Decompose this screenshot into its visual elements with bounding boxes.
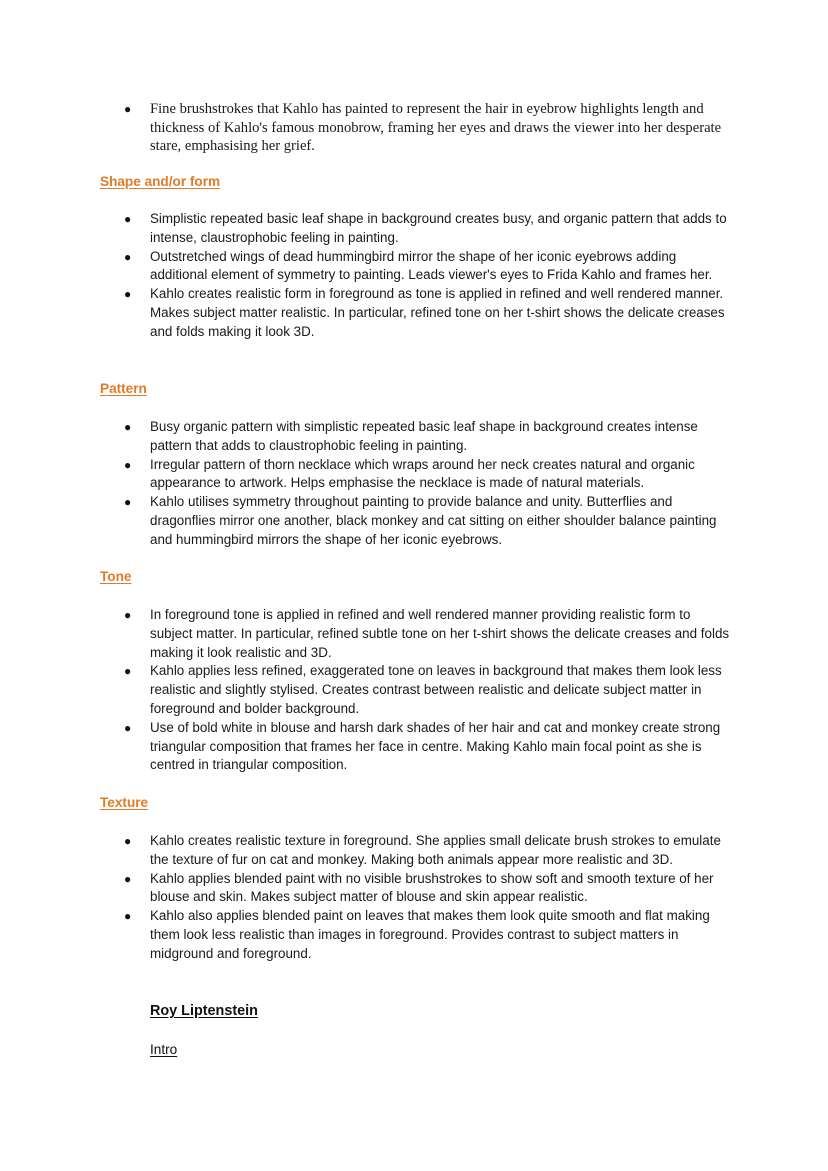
section-heading-tone: Tone [100,569,132,584]
section-heading-pattern: Pattern [100,381,147,396]
tone-list [0,606,828,775]
list-item [0,493,828,549]
list-item-text: Kahlo creates realistic texture in foreground. She applies small delicate brush strokes to emulate the texture of fur on cat and monkey. Making both animals appear more realistic and 3D. [150,833,721,867]
list-item [0,100,828,156]
list-item-text: Kahlo utilises symmetry throughout painting to provide balance and unity. Butterflies and dragonflies mirror one another, black monkey and cat sitting on either shoulder balance painting and hummingbird mirrors the shape of her iconic eyebrows. [150,494,717,547]
list-item-text: Kahlo applies blended paint with no visible brushstrokes to show soft and smooth texture of her blouse and skin. Makes subject matter of blouse and skin appear realistic. [150,870,714,905]
list-item-text: Simplistic repeated basic leaf shape in background creates busy, and organic pattern that adds to intense, claustrophobic feeling in painting. [150,211,727,245]
list-item-text: Kahlo also applies blended paint on leaves that makes them look quite smooth and flat making them look less realistic than images in foreground. Provides contrast to subject matters in midground and foreground. [150,908,710,961]
list-item-text: Use of bold white in blouse and harsh dark shades of her hair and cat and monkey create strong triangular composition that frames her face in centre. Making Kahlo main focal point as she is centred in triangular composition. [150,719,721,773]
list-item-text: Busy organic pattern with simplistic repeated basic leaf shape in background creates intense pattern that adds to claustrophobic feeling in painting. [150,419,698,453]
bullet-icon: ● [124,102,132,116]
list-item [0,418,828,456]
list-item [0,456,828,494]
list-item-text: Kahlo creates realistic form in foreground as tone is applied in refined and well rendered manner. Makes subject matter realistic. In particular, refined tone on her t-shirt shows the delicate creases and folds making it look 3D. [150,286,725,339]
list-item-text: Fine brushstrokes that Kahlo has painted to represent the hair in eyebrow highlights length and thickness of Kahlo's famous monobrow, framing her eyes and draws the viewer into her desperate stare, emphasising her grief. [150,101,722,154]
list-item-text: Kahlo applies less refined, exaggerated tone on leaves in background that makes them look less realistic and slightly stylised. Creates contrast between realistic and delicate subject matter in foreground and bolder background. [150,663,722,716]
list-item [0,719,828,775]
list-item [0,870,828,908]
bullet-icon: ● [124,420,132,434]
list-item [0,285,828,341]
bullet-icon: ● [124,212,132,226]
section-heading-texture: Texture [100,795,149,810]
list-item [0,832,828,870]
bullet-icon: ● [124,834,132,848]
next-section-subtitle: Intro [150,1042,178,1057]
shape-form-list [0,210,828,342]
list-item [0,248,828,286]
list-item [0,907,828,963]
next-section-title: Roy Liptenstein [150,1003,258,1019]
list-item [0,210,828,248]
list-item-text: Irregular pattern of thorn necklace which wraps around her neck creates natural and organic appearance to artwork. Helps emphasise the necklace is made of natural materials. [150,456,695,491]
list-item-text: In foreground tone is applied in refined and well rendered manner providing realistic form to subject matter. In particular, refined subtle tone on her t-shirt shows the delicate creases and folds making it look realistic and 3D. [150,607,730,660]
list-item [0,662,828,718]
bullet-icon: ● [124,495,132,510]
bullet-icon: ● [124,457,132,472]
list-item-text: Outstretched wings of dead hummingbird mirror the shape of her iconic eyebrows adding additional element of symmetry to painting. Leads viewer's eyes to Frida Kahlo and frames her. [150,248,713,283]
bullet-icon: ● [124,909,132,924]
bullet-icon: ● [124,608,132,622]
intro-bullet-list [0,100,828,156]
bullet-icon: ● [124,720,132,735]
texture-list [0,832,828,964]
bullet-icon: ● [124,287,132,302]
bullet-icon: ● [124,249,132,264]
pattern-list [0,418,828,550]
section-heading-shape-form: Shape and/or form [100,174,221,189]
bullet-icon: ● [124,664,132,679]
bullet-icon: ● [124,871,132,886]
list-item [0,606,828,662]
